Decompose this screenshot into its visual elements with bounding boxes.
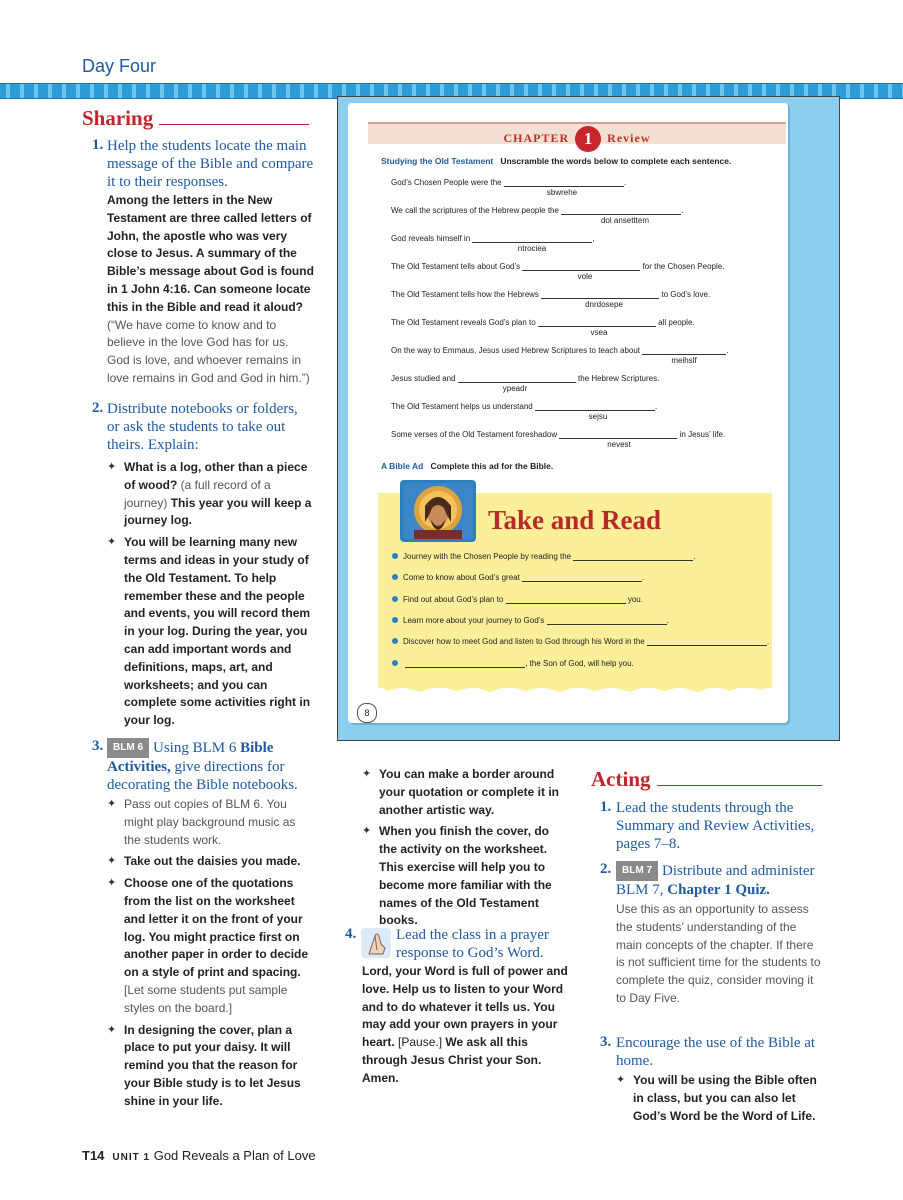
answer-blank[interactable] — [506, 594, 626, 604]
bullet-item — [362, 823, 570, 930]
bullet-light: [Let some students put sample styles on the board.] — [124, 982, 288, 1015]
row-suffix: . — [726, 346, 729, 355]
section-instructions: Complete this ad for the Bible. — [430, 461, 554, 471]
section-title: Studying the Old Testament — [381, 156, 494, 166]
answer-blank[interactable] — [547, 615, 667, 625]
footer-page-number: T14 — [82, 1148, 105, 1163]
acting-item-3 — [600, 1034, 822, 1129]
answer-blank[interactable] — [504, 177, 627, 187]
chapter-label: CHAPTER — [503, 130, 570, 145]
item-number: 1. — [600, 799, 612, 815]
item-lead: Distribute notebooks or folders, or ask the students to take out theirs. Explain: — [107, 401, 298, 453]
bullet-bold: When you finish the cover, do the activity on the worksheet. This exercise will help you to become more familiar with the names of the Old Testament books. — [379, 824, 552, 928]
item-number: 3. — [92, 738, 104, 754]
acting-heading-text: Acting — [591, 767, 651, 791]
ad-row-prompt: Journey with the Chosen People by reading the — [403, 552, 572, 561]
heading-rule — [159, 124, 309, 125]
bullet-item — [107, 459, 314, 530]
ad-row — [392, 615, 669, 625]
scrambled-word: sejsu — [588, 412, 608, 421]
page-footer — [82, 1148, 316, 1163]
ad-row — [392, 594, 643, 604]
answer-blank[interactable] — [472, 233, 595, 243]
sharing-heading — [82, 106, 309, 131]
prayer-text: We ask all this through Jesus Christ your Son. Amen. — [362, 1035, 542, 1085]
scrambled-word: dnrdosepe — [585, 300, 623, 309]
praying-hands-icon — [361, 928, 391, 958]
answer-blank[interactable] — [559, 429, 677, 439]
answer-blank[interactable] — [573, 551, 696, 561]
ad-row-suffix: you. — [627, 595, 643, 604]
row-prompt: We call the scriptures of the Hebrew people the — [391, 206, 559, 215]
acting-item-1 — [600, 799, 822, 853]
bullet-bold: Choose one of the quotations from the list on the worksheet and letter it on the front of your log. You might practice first on another paper in order to decide on a style of print and spacing. — [124, 876, 309, 980]
scrambled-word: nevest — [607, 440, 631, 449]
item-number: 2. — [600, 861, 612, 877]
row-prompt: God reveals himself in — [391, 234, 471, 243]
worksheet-row — [391, 289, 710, 299]
row-prompt: The Old Testament tells about God’s — [391, 262, 521, 271]
item-lead: Lead the class in a prayer response to God’s Word. — [396, 927, 549, 961]
ad-row — [392, 551, 696, 561]
row-suffix: , — [592, 234, 595, 243]
answer-blank[interactable] — [458, 373, 576, 383]
row-suffix: the Hebrew Scriptures. — [577, 374, 660, 383]
bullet-bold: In designing the cover, plan a place to put your daisy. It will remind you that the reason for your Bible study is to let Jesus shine in your life. — [124, 1022, 301, 1108]
torn-edge — [380, 680, 772, 694]
acting-heading — [591, 767, 822, 792]
worksheet-section-1 — [381, 156, 731, 166]
row-suffix: . — [681, 206, 684, 215]
item-number: 3. — [600, 1034, 612, 1050]
bullet-item: ✦ Pass out copies of BLM 6. You might play background music as the students work. — [107, 796, 314, 849]
sharing-item-1 — [92, 137, 314, 388]
chapter-number-badge: 1 — [575, 126, 601, 152]
worksheet-row — [391, 177, 626, 187]
item-number: 4. — [345, 926, 357, 942]
row-suffix: for the Chosen People. — [642, 262, 725, 271]
answer-blank[interactable] — [538, 317, 656, 327]
bullet-item — [616, 1072, 822, 1125]
item-lead-bold: Chapter 1 Quiz. — [667, 882, 770, 898]
row-suffix: in Jesus’ life. — [679, 430, 726, 439]
worksheet-row — [391, 317, 695, 327]
sharing-item-2 — [92, 400, 314, 734]
ad-row-prompt: Learn more about your journey to God’s — [403, 616, 545, 625]
row-prompt: The Old Testament helps us understand — [391, 402, 533, 411]
ad-row-suffix: . — [642, 573, 645, 582]
sharing-item-4 — [345, 926, 570, 1088]
blm-tag: BLM 7 — [616, 861, 658, 881]
worksheet-row — [391, 401, 657, 411]
scrambled-word: ntrociea — [517, 244, 547, 253]
item-answer: (“We have come to know and to believe in the love God has for us. God is love, and whoever remains in love remains in God and God in him.”) — [107, 317, 310, 385]
row-suffix: to God’s love. — [661, 290, 711, 299]
answer-blank[interactable] — [405, 658, 525, 668]
bullet-light: (a full record of a journey) — [124, 477, 271, 510]
review-label: Review — [607, 130, 651, 145]
worksheet-section-2 — [381, 461, 553, 471]
item-lead-bold: Bible Activities, — [107, 740, 274, 775]
row-prompt: Some verses of the Old Testament foreshadow — [391, 430, 558, 439]
middle-bullets — [362, 766, 570, 934]
answer-blank[interactable] — [535, 401, 658, 411]
bullet-bold: You will be learning many new terms and ideas in your study of the Old Testament. To help remember these and the people and events, you will record them in your log. During the year, you can add important words and definitions, maps, art, and worksheets; and you can complete some activities right in your log. — [124, 535, 311, 728]
item-lead: Using BLM 6 — [153, 740, 237, 756]
scrambled-word: vole — [577, 272, 593, 281]
bullet-item — [107, 853, 314, 871]
sharing-item-3 — [92, 738, 314, 1115]
row-suffix: all people. — [658, 318, 695, 327]
prayer-pause: [Pause.] — [398, 1035, 443, 1050]
scrambled-word: meihslf — [671, 356, 697, 365]
answer-blank[interactable] — [647, 636, 770, 646]
ad-title: Take and Read — [488, 505, 662, 535]
row-suffix: . — [654, 402, 658, 411]
answer-blank[interactable] — [541, 289, 659, 299]
row-suffix: . — [623, 178, 627, 187]
sharing-heading-text: Sharing — [82, 106, 154, 130]
worksheet-page-number: 8 — [357, 703, 377, 723]
day-label: Day Four — [82, 56, 157, 76]
blm-tag: BLM 6 — [107, 738, 149, 758]
answer-blank[interactable] — [522, 572, 645, 582]
item-text-bold: Among the letters in the New Testament are three called letters of John, the apostle who was very close to Jesus. A summary of the Bible’s message about God is found in 1 John 4:16. Can someone locate this in the Bible and read it aloud? — [107, 193, 314, 314]
bullet-item — [107, 875, 314, 1017]
bullet-bold: Take out the daisies you made. — [124, 854, 301, 869]
heading-rule — [657, 785, 822, 786]
ad-row-prompt: Find out about God’s plan to — [403, 595, 504, 604]
ad-row-suffix: , the Son of God, will help you. — [525, 659, 634, 668]
item-number: 1. — [92, 137, 104, 153]
footer-unit-label: UNIT 1 — [112, 1152, 151, 1163]
worksheet-row — [391, 373, 659, 383]
worksheet-header — [368, 126, 786, 152]
item-lead-rest: give directions for decorating the Bible notebooks. — [107, 759, 298, 793]
bullet-bold: This year you will keep a journey log. — [124, 495, 312, 528]
bullet-bold: You can make a border around your quotation or complete it in another artistic way. — [379, 767, 559, 817]
item-body: Use this as an opportunity to assess the students’ understanding of the main concepts of the chapter. If there is not sufficient time for the students to complete the quiz, consider moving it to Day Five. — [616, 902, 821, 1005]
worksheet-row — [391, 345, 728, 355]
scrambled-word: ypeadr — [502, 384, 528, 393]
row-prompt: On the way to Emmaus, Jesus used Hebrew Scriptures to teach about — [391, 346, 641, 355]
bullet-item — [362, 766, 570, 819]
answer-blank[interactable] — [642, 345, 729, 355]
row-prompt: The Old Testament reveals God’s plan to — [391, 318, 536, 327]
ad-row-suffix: . — [767, 637, 770, 646]
bullet-bold: What is a log, other than a piece of wood? — [124, 460, 308, 492]
item-lead: Help the students locate the main message of the Bible and compare it to their responses. — [107, 138, 314, 190]
ad-row — [392, 636, 769, 646]
item-lead: Lead the students through the Summary and Review Activities, pages 7–8. — [616, 800, 815, 852]
ad-row-suffix: . — [693, 552, 696, 561]
ad-row-suffix: . — [666, 616, 669, 625]
scrambled-word: sbwrehe — [546, 188, 578, 197]
prayer-text: Lord, your Word is full of power and love. Help us to listen to your Word and to do whatever it tells us. You may add your own prayers in your heart. — [362, 964, 568, 1050]
item-lead: Encourage the use of the Bible at home. — [616, 1035, 816, 1069]
footer-unit-title: God Reveals a Plan of Love — [153, 1148, 316, 1163]
item-lead: Distribute and administer BLM 7, — [616, 863, 815, 898]
answer-blank[interactable] — [561, 205, 684, 215]
row-prompt: Jesus studied and — [391, 374, 456, 383]
scrambled-word: vsea — [590, 328, 608, 337]
worksheet-row — [391, 429, 725, 439]
worksheet-row — [391, 261, 724, 271]
jesus-icon-picture — [400, 480, 476, 542]
section-instructions: Unscramble the words below to complete each sentence. — [500, 156, 732, 166]
worksheet-row — [391, 233, 595, 243]
bullet-bold: You will be using the Bible often in class, but you can also let God’s Word be the Word of Life. — [633, 1073, 817, 1123]
answer-blank[interactable] — [522, 261, 640, 271]
scrambled-word: dol ansetttem — [600, 216, 650, 225]
acting-item-2 — [600, 861, 822, 1008]
item-number: 2. — [92, 400, 104, 416]
row-prompt: God’s Chosen People were the — [391, 178, 502, 187]
ad-row — [392, 572, 644, 582]
ad-row-prompt: Discover how to meet God and listen to God through his Word in the — [403, 637, 645, 646]
worksheet-row — [391, 205, 683, 215]
row-prompt: The Old Testament tells how the Hebrews — [391, 290, 539, 299]
ad-row-prompt: Come to know about God’s great — [403, 573, 520, 582]
ad-row — [392, 658, 634, 668]
bullet-item — [107, 1022, 314, 1111]
section-title: A Bible Ad — [381, 461, 424, 471]
bullet-item — [107, 534, 314, 730]
